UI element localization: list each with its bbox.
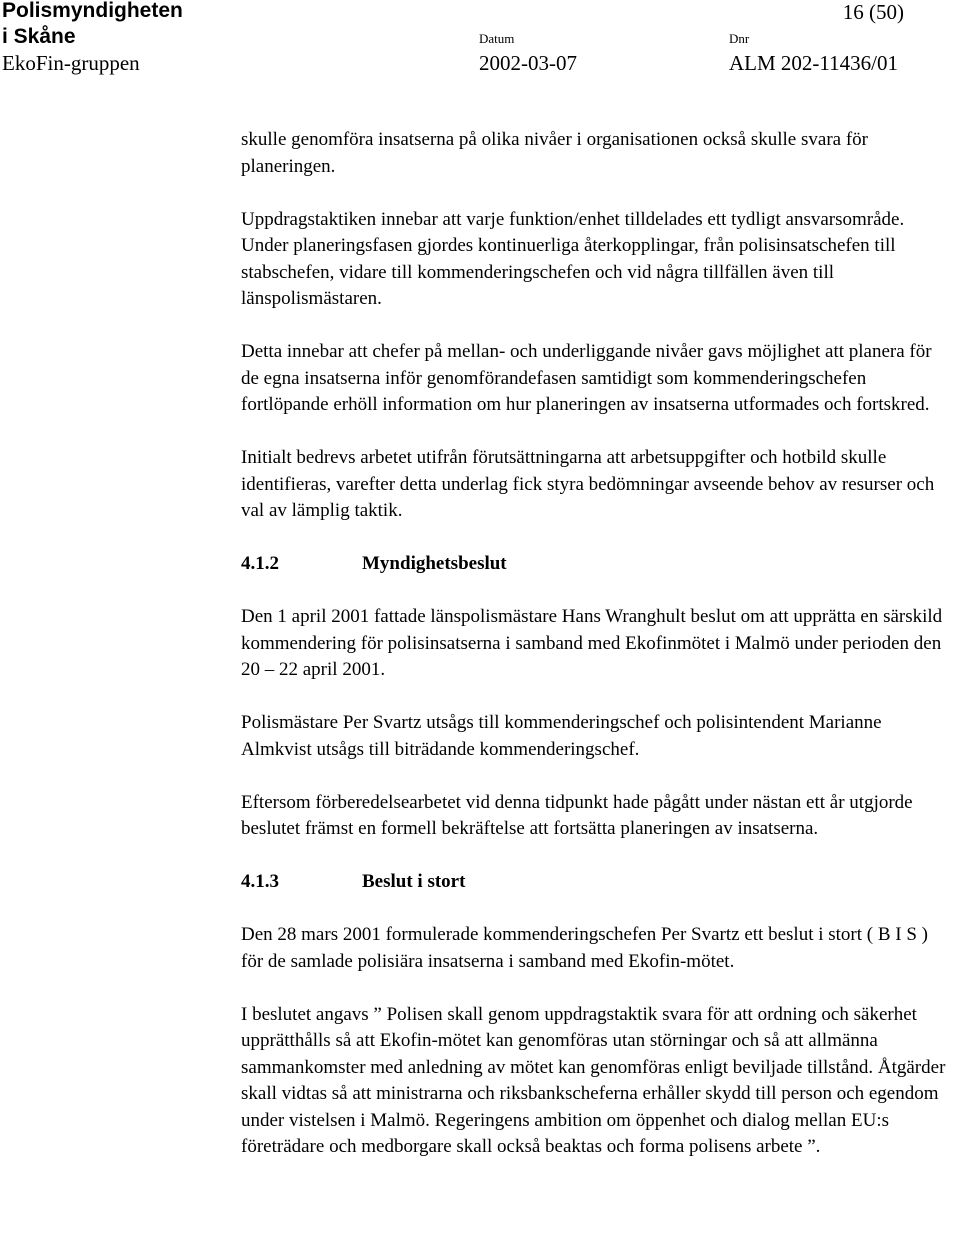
paragraph: Polismästare Per Svartz utsågs till kommenderingschef och polisintendent Marianne Almkvist utsågs till biträdande kommenderingschef. bbox=[241, 712, 882, 760]
group-name: EkoFin-gruppen bbox=[2, 51, 140, 75]
section-heading-myndighetsbeslut bbox=[241, 551, 953, 578]
paragraph: Den 1 april 2001 fattade länspolismästare Hans Wranghult beslut om att upprätta en särskild kommendering för polisinsatserna i samband med Ekofinmötet i Malmö under perioden den 20 – 22 april 2001. bbox=[241, 606, 943, 680]
dnr-label: Dnr bbox=[729, 31, 750, 46]
section-title: Beslut i stort bbox=[362, 871, 466, 892]
section-number: 4.1.2 bbox=[241, 553, 279, 574]
section-heading-beslut-i-stort bbox=[241, 869, 953, 896]
paragraph: Initialt bedrevs arbetet utifrån förutsättningarna att arbetsuppgifter och hotbild skulle identifieras, varefter detta underlag fick styra bedömningar avseende behov av resurser och val av lämplig taktik. bbox=[241, 447, 935, 521]
document-body bbox=[241, 127, 953, 1161]
section-number: 4.1.3 bbox=[241, 871, 279, 892]
paragraph: Uppdragstaktiken innebar att varje funktion/enhet tilldelades ett tydligt ansvarsområde. Under planeringsfasen gjordes kontinuerliga återkopplingar, från polisinsatschefen till stabschefen, vidare till kommenderingschefen och vid några tillfällen även till länspolismästaren. bbox=[241, 208, 905, 309]
page-number: 16 (50) bbox=[842, 0, 904, 24]
dnr-value: ALM 202-11436/01 bbox=[729, 51, 898, 75]
paragraph: skulle genomföra insatserna på olika nivåer i organisationen också skulle svara för planeringen. bbox=[241, 129, 868, 177]
paragraph: Detta innebar att chefer på mellan- och underliggande nivåer gavs möjlighet att planera för de egna insatserna inför genomförandefasen samtidigt som kommenderingschefen fortlöpande erhöll information om hur planeringen av insatserna utformades och fortskred. bbox=[241, 341, 932, 415]
section-title: Myndighetsbeslut bbox=[362, 553, 507, 574]
organization-name: Polismyndigheten bbox=[2, 0, 183, 22]
date-value: 2002-03-07 bbox=[479, 51, 577, 75]
date-label: Datum bbox=[479, 31, 515, 46]
paragraph: Eftersom förberedelsearbetet vid denna tidpunkt hade pågått under nästan ett år utgjorde beslutet främst en formell bekräftelse att fortsätta planeringen av insatserna. bbox=[241, 791, 913, 839]
page-header bbox=[0, 0, 960, 80]
paragraph: I beslutet angavs ” Polisen skall genom uppdragstaktik svara för att ordning och säkerhet upprätthålls så att Ekofin-mötet kan genomföras utan störningar och så att allmänna sammankomster med anledning av mötet kan genomföras enligt beviljade tillstånd. Åtgärder skall vidtas så att ministrarna och riksbankscheferna erhåller skydd till person och egendom under vistelsen i Malmö. Regeringens ambition om öppenhet och dialog mellan EU:s företrädare och medborgare skall också beaktas och forma polisens arbete ”. bbox=[241, 1003, 946, 1157]
organization-region: i Skåne bbox=[2, 25, 76, 48]
paragraph: Den 28 mars 2001 formulerade kommenderingschefen Per Svartz ett beslut i stort ( B I S ) för de samlade polisiära insatserna i samband med Ekofin-mötet. bbox=[241, 924, 928, 972]
